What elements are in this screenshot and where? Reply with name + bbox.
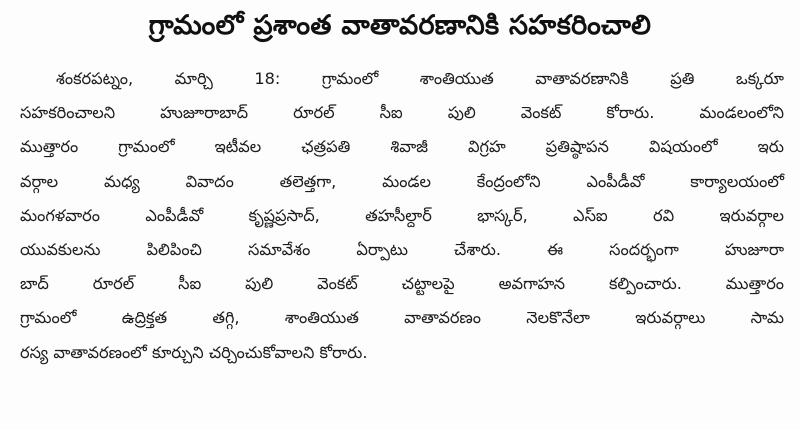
article-line: ముత్తారం గ్రామంలో ఇటీవల ఛత్రపతి శివాజీ విగ్రహ ప్రతిష్ఠాపన విషయంలో ఇరు — [20, 137, 784, 157]
article-line: మంగళవారం ఎంపీడీవో కృష్ణప్రసాద్, తహసీల్దార్ భాస్కర్, ఎస్ఐ రవి ఇరువర్గాల — [20, 205, 784, 225]
article-body — [20, 62, 784, 370]
article-headline: గ్రామంలో ప్రశాంత వాతావరణానికి సహకరించాలి — [148, 10, 652, 41]
next-headline-cut-off — [140, 418, 660, 430]
article-line: యువకులను పిలిపించి సమావేశం ఏర్పాటు చేశారు. ఈ సందర్భంగా హుజూరా — [20, 239, 784, 259]
article-line: రస్య వాతావరణంలో కూర్చుని చర్చించుకోవాలని కోరారు. — [20, 342, 368, 362]
article-line: వర్గాల మధ్య వివాదం తలెత్తగా, మండల కేంద్రంలోని ఎంపీడీవో కార్యాలయంలో — [20, 171, 784, 191]
article-line: శంకరపట్నం, మార్చి 18: గ్రామంలో శాంతియుత వాతావరణానికి ప్రతి ఒక్కరూ — [56, 69, 784, 88]
article-line: సహకరించాలని హుజూరాబాద్ రూరల్ సీఐ పులి వెంకట్ కోరారు. మండలంలోని — [20, 103, 784, 123]
article-line: బాద్ రూరల్ సీఐ పులి వెంకట్ చట్టాలపై అవగాహన కల్పించారు. ముత్తారం — [20, 274, 784, 294]
article-line: గ్రామంలో ఉద్రిక్తత తగ్గి, శాంతియుత వాతావరణం నెలకొనేలా ఇరువర్గాలు సామ — [20, 308, 784, 328]
